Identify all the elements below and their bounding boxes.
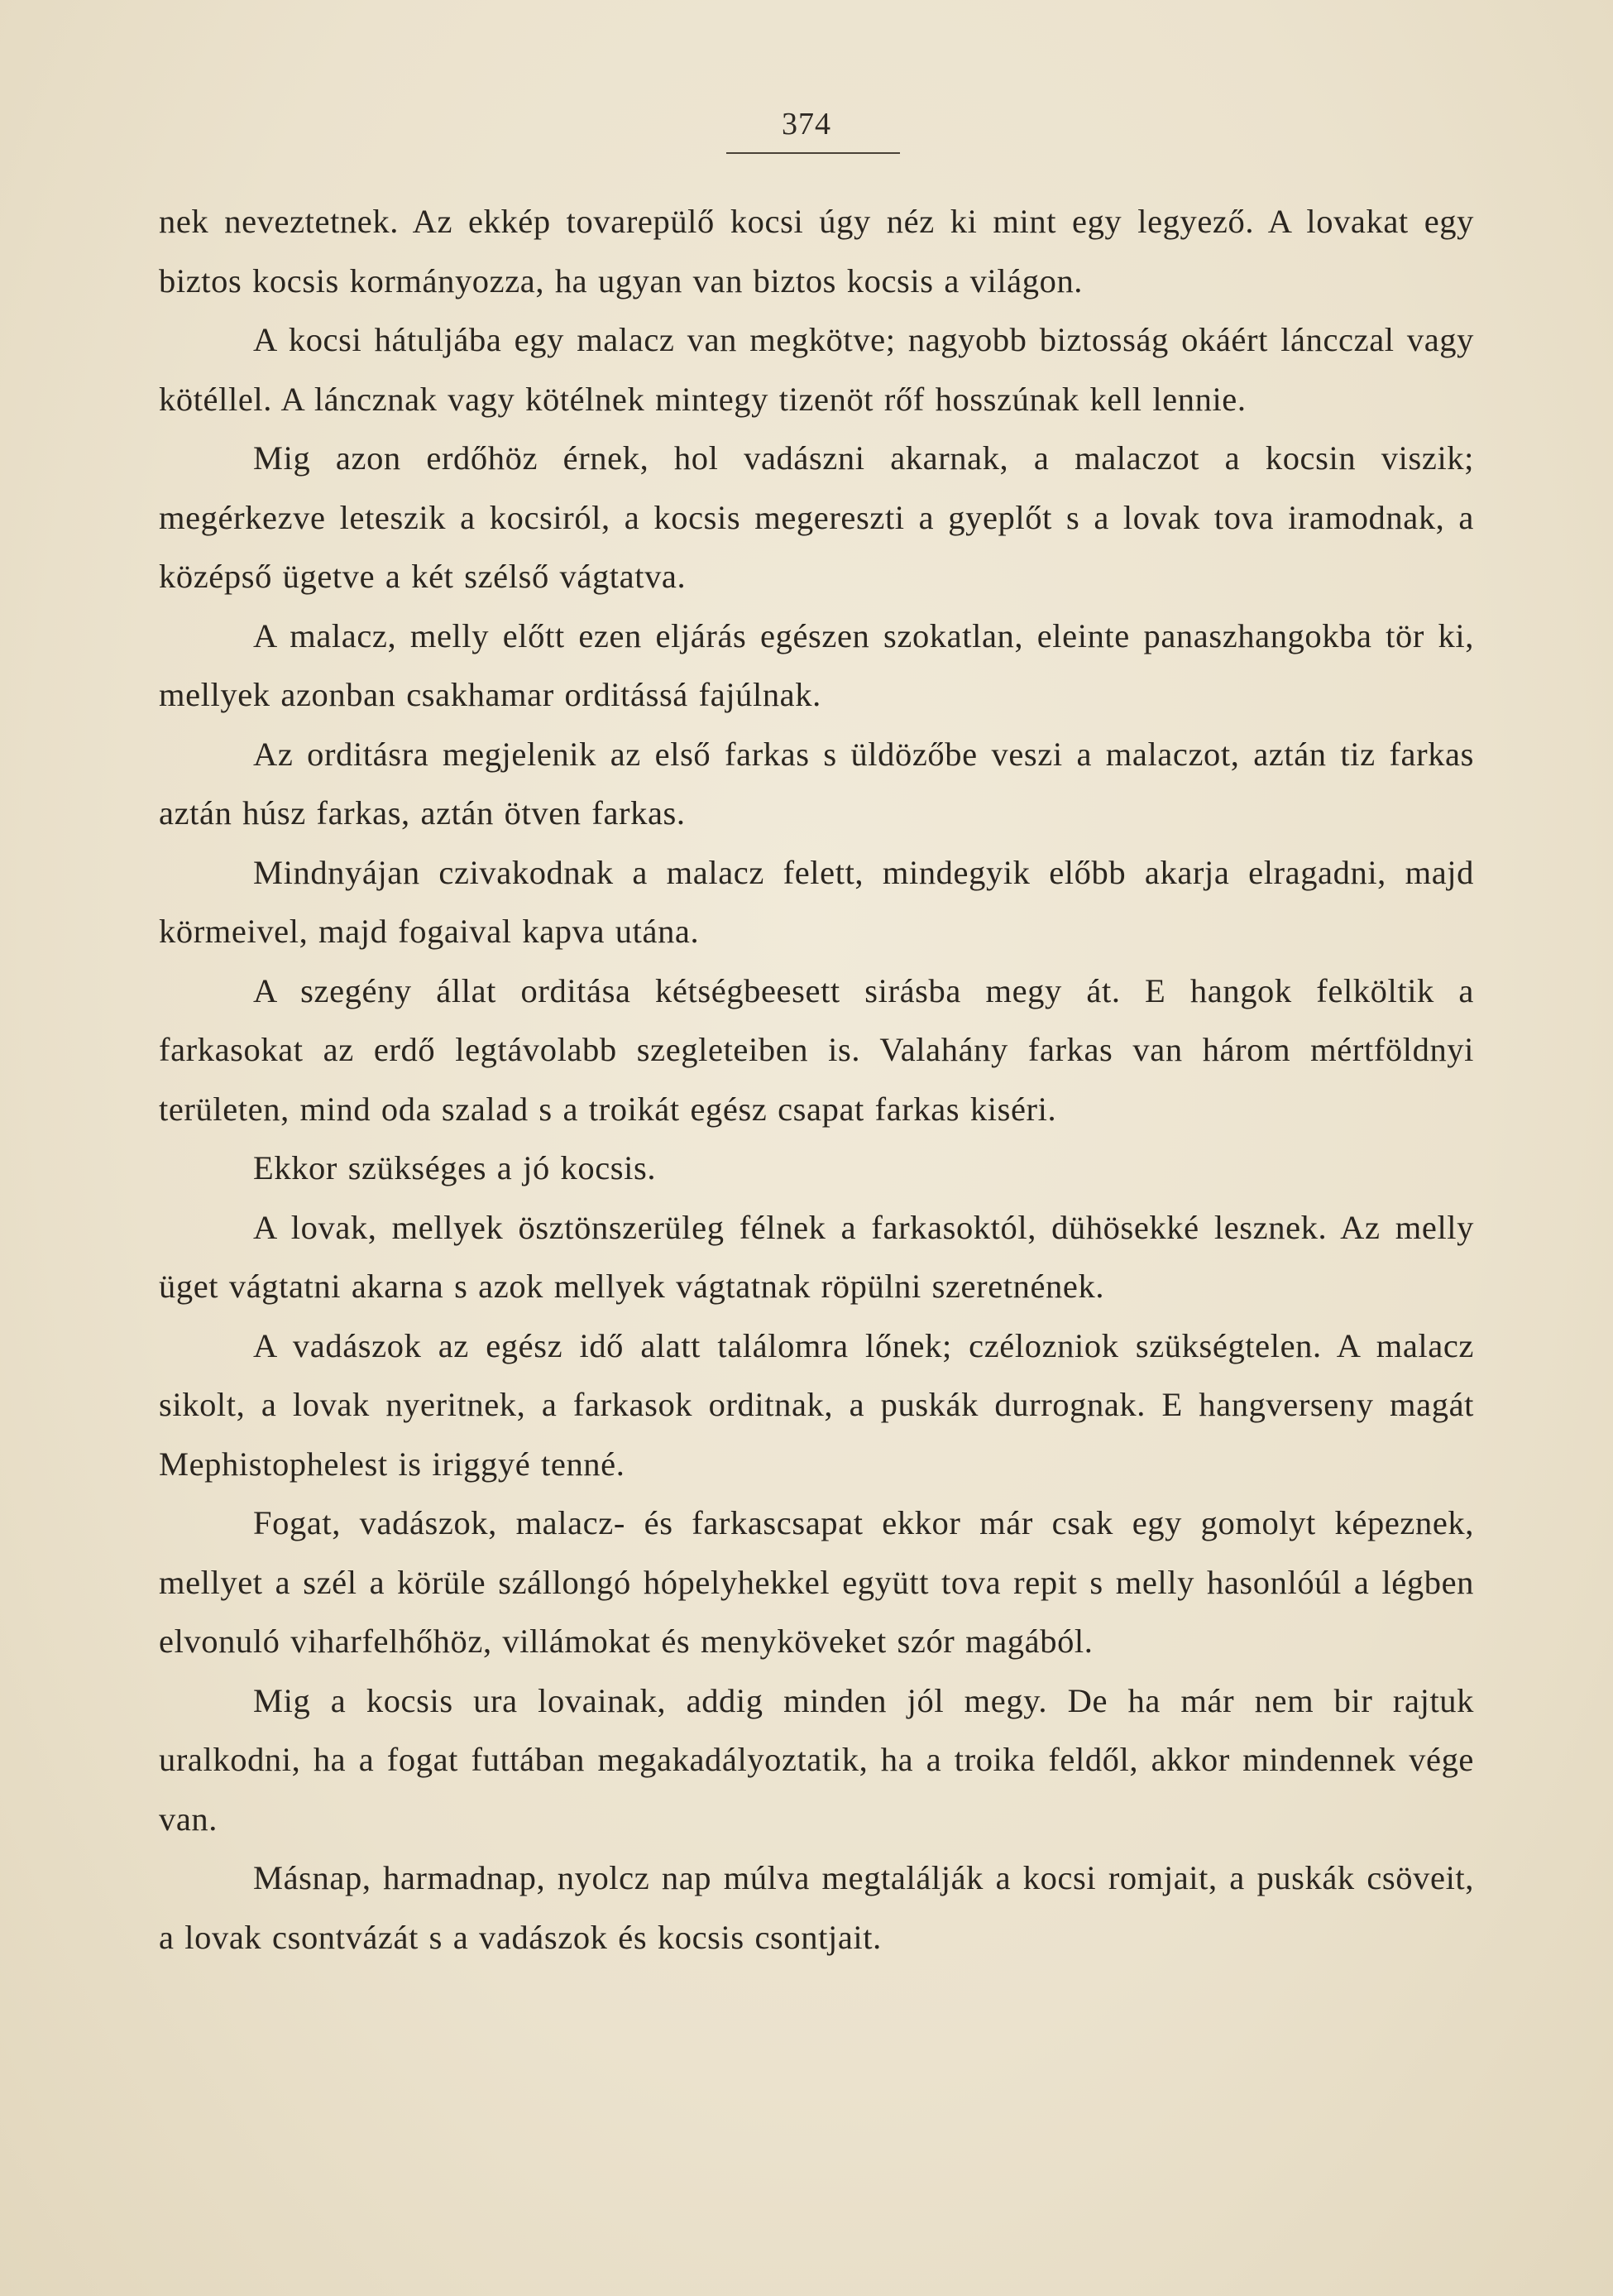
paragraph: Mig azon erdőhöz érnek, hol vadászni akarnak, a malaczot a kocsin viszik; megérkezve leteszik a kocsiról, a kocsis megereszti a gyeplőt s a lovak tova iramodnak, a középső ügetve a két szélső vágtatva. [159,439,1474,595]
header-rule [726,152,900,154]
paragraph: nek neveztetnek. Az ekkép tovarepülő kocsi úgy néz ki mint egy legyező. A lovakat egy biztos kocsis kormányozza, ha ugyan van biztos kocsis a világon. [159,203,1474,300]
paragraph: A vadászok az egész idő alatt találomra lőnek; czélozniok szükségtelen. A malacz sikolt, a lovak nyeritnek, a farkasok orditnak, a puskák durrognak. E hangverseny magát Mephistophelest is iriggyé tenné. [159,1326,1474,1483]
paragraph: Az orditásra megjelenik az első farkas s üldözőbe veszi a malaczot, aztán tiz farkas aztán húsz farkas, aztán ötven farkas. [159,735,1474,832]
paragraph: Fogat, vadászok, malacz- és farkascsapat ekkor már csak egy gomolyt képeznek, mellyet a szél a körüle szállongó hópelyhekkel együtt tova repit s melly hasonlóúl a légben elvonuló viharfelhőhöz, villámokat és menyköveket szór magából. [159,1504,1474,1660]
paragraph: A kocsi hátuljába egy malacz van megkötve; nagyobb biztosság okáért láncczal vagy kötéllel. A láncznak vagy kötélnek mintegy tizenöt rőf hosszúnak kell lennie. [159,321,1474,418]
paragraph: A szegény állat orditása kétségbeesett sirásba megy át. E hangok felköltik a farkasokat az erdő legtávolabb szegleteiben is. Valahány farkas van három mértföldnyi területen, mind oda szalad s a troikát egész csapat farkas kiséri. [159,971,1474,1128]
page-number: 374 [782,107,831,141]
paragraph: Mig a kocsis ura lovainak, addig minden jól megy. De ha már nem bir rajtuk uralkodni, ha a fogat futtában megakadályoztatik, ha a troika feldől, akkor mindennek vége van. [159,1681,1474,1838]
page-header [0,106,1613,142]
paragraph: Másnap, harmadnap, nyolcz nap múlva megtalálják a kocsi romjait, a puskák csöveit, a lovak csontvázát s a vadászok és kocsis csontjait. [159,1859,1474,1956]
paragraph: Ekkor szükséges a jó kocsis. [253,1149,657,1186]
body-text [159,192,1474,1967]
paragraph: Mindnyájan czivakodnak a malacz felett, mindegyik előbb akarja elragadni, majd körmeivel, majd fogaival kapva utána. [159,853,1474,950]
paragraph: A lovak, mellyek ösztönszerüleg félnek a farkasoktól, dühösekké lesznek. Az melly üget vágtatni akarna s azok mellyek vágtatnak röpülni szeretnének. [159,1208,1474,1305]
paragraph: A malacz, melly előtt ezen eljárás egészen szokatlan, eleinte panaszhangokba tör ki, mellyek azonban csakhamar orditássá fajúlnak. [159,616,1474,713]
